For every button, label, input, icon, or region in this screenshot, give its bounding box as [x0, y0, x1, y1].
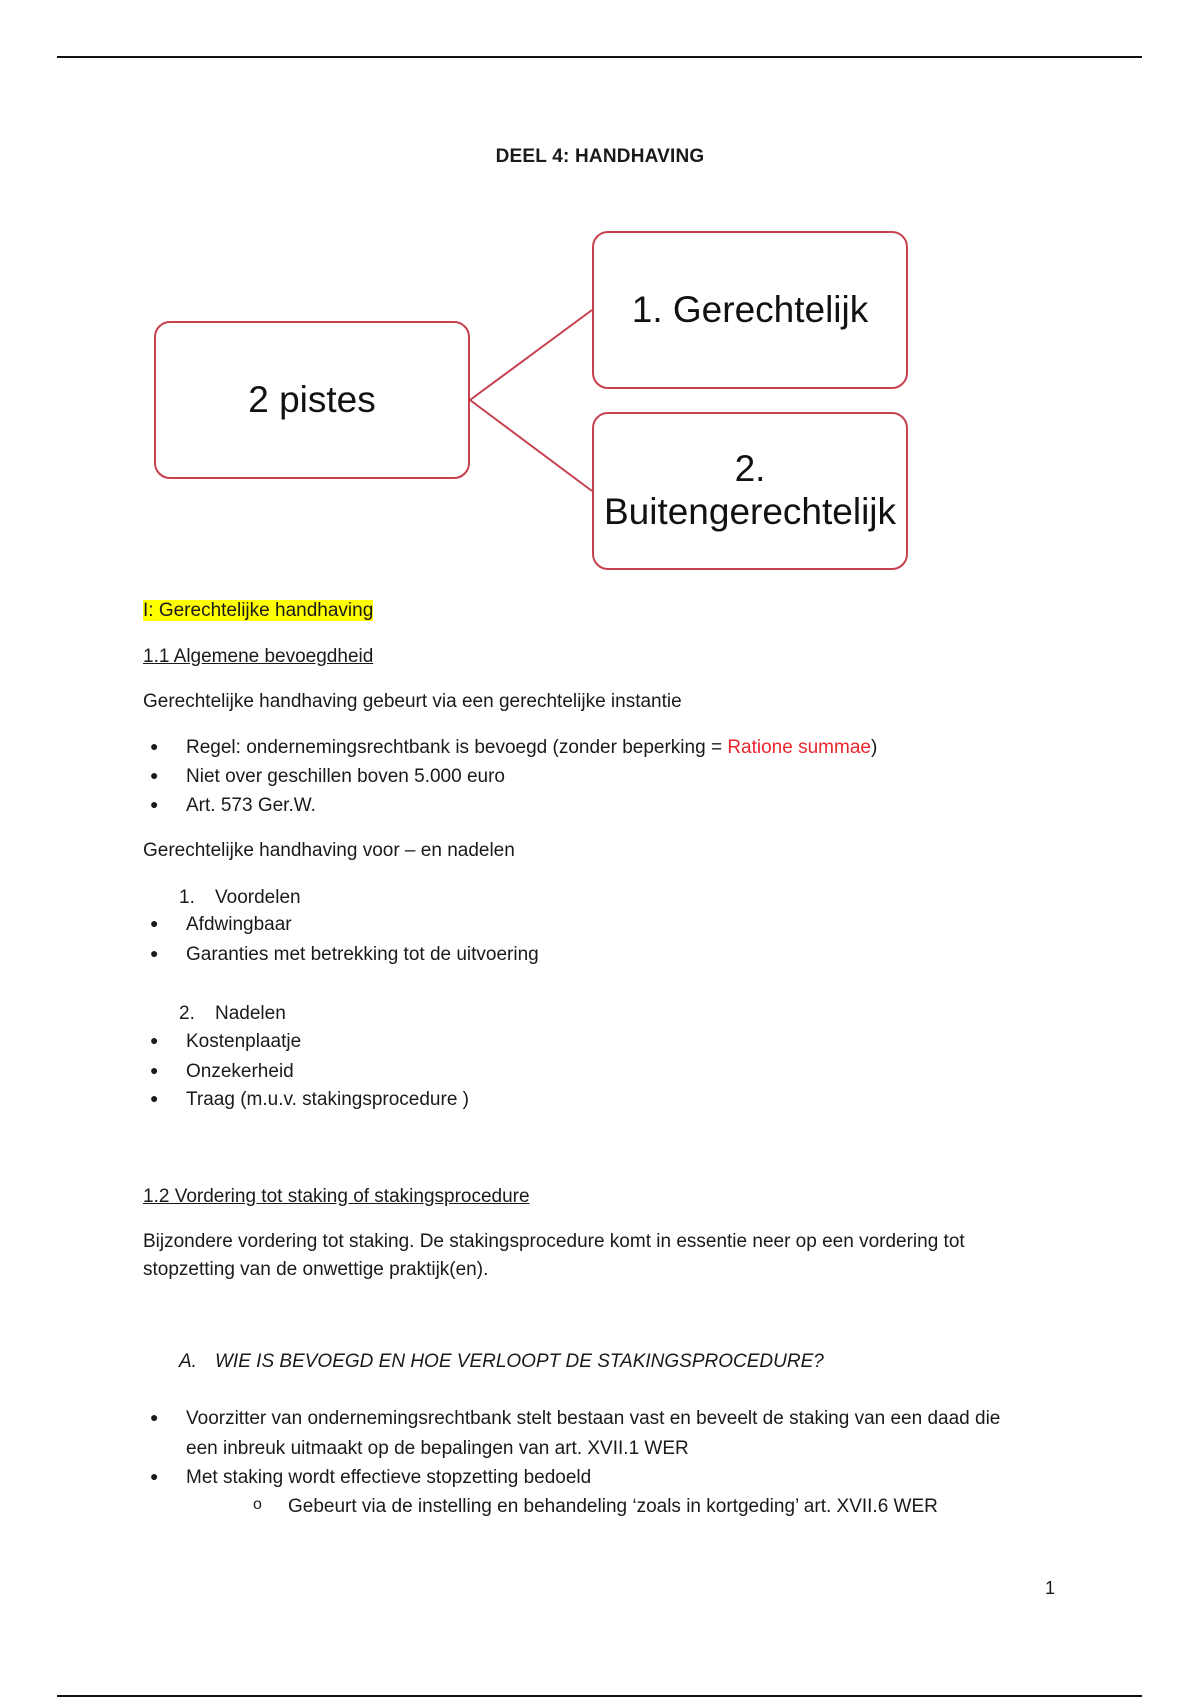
- connector-to-buitengerechtelijk: [470, 400, 592, 491]
- bullet-icon: ●: [150, 738, 159, 754]
- pros-heading: Voordelen: [215, 887, 301, 908]
- bullet-icon: ●: [150, 945, 159, 961]
- top-rule: [57, 56, 1142, 58]
- bullet-icon: ●: [150, 767, 159, 783]
- bullet-icon: ●: [150, 1032, 159, 1048]
- list-number: 2.: [179, 1003, 195, 1024]
- two-pistes-diagram: [140, 220, 920, 580]
- subsection-heading-1-1: 1.1 Algemene bevoegdheid: [143, 646, 374, 667]
- diagram-node-root: [154, 321, 470, 479]
- list-item: Niet over geschillen boven 5.000 euro: [186, 766, 505, 787]
- paragraph-line: Bijzondere vordering tot staking. De stakingsprocedure komt in essentie neer op een vordering tot: [143, 1231, 965, 1252]
- subsection-letter: A.: [179, 1351, 197, 1372]
- page-number: 1: [1045, 1578, 1056, 1598]
- list-item: Afdwingbaar: [186, 914, 292, 935]
- list-item: Met staking wordt effectieve stopzetting bedoeld: [186, 1467, 592, 1488]
- list-item: Voorzitter van ondernemingsrechtbank stelt bestaan vast en beveelt de staking van een daad die: [186, 1408, 1001, 1429]
- list-item: Regel: ondernemingsrechtbank is bevoegd (zonder beperking = Ratione summae): [186, 737, 878, 758]
- diagram-root-label: 2 pistes: [248, 378, 376, 420]
- list-item: Garanties met betrekking tot de uitvoering: [186, 944, 539, 965]
- list-item: Kostenplaatje: [186, 1031, 302, 1052]
- sub-list-item: Gebeurt via de instelling en behandeling ‘zoals in kortgeding’ art. XVII.6 WER: [288, 1496, 938, 1517]
- connector-to-gerechtelijk: [470, 310, 592, 400]
- sub-bullet-icon: o: [253, 1496, 262, 1513]
- bullet-icon: ●: [150, 1468, 159, 1484]
- paragraph-line: stopzetting van de onwettige praktijk(en).: [143, 1259, 489, 1280]
- subsection-heading-1-2: 1.2 Vordering tot staking of stakingsprocedure: [143, 1186, 530, 1207]
- diagram-branch1-label: 1. Gerechtelijk: [631, 288, 869, 330]
- proscons-intro: Gerechtelijke handhaving voor – en nadelen: [143, 840, 515, 861]
- list-item: Art. 573 Ger.W.: [186, 795, 316, 816]
- bullet-icon: ●: [150, 1062, 159, 1078]
- intro-paragraph: Gerechtelijke handhaving gebeurt via een gerechtelijke instantie: [143, 691, 682, 712]
- subsection-a-title: WIE IS BEVOEGD EN HOE VERLOOPT DE STAKINGSPROCEDURE?: [215, 1351, 824, 1372]
- page-title: DEEL 4: HANDHAVING: [495, 146, 705, 167]
- list-item-continuation: een inbreuk uitmaakt op de bepalingen van art. XVII.1 WER: [186, 1438, 689, 1459]
- cons-heading: Nadelen: [215, 1003, 286, 1024]
- bullet-icon: ●: [150, 915, 159, 931]
- ratione-summae-term: Ratione summae: [727, 737, 871, 758]
- diagram-node-gerechtelijk: [592, 231, 908, 389]
- bullet-icon: ●: [150, 1090, 159, 1106]
- bullet-icon: ●: [150, 796, 159, 812]
- diagram-branch2-number: 2.: [734, 448, 766, 490]
- bullet-icon: ●: [150, 1409, 159, 1425]
- bottom-rule: [57, 1695, 1142, 1697]
- diagram-node-buitengerechtelijk: [592, 412, 908, 570]
- section-heading: I: Gerechtelijke handhaving: [143, 600, 374, 621]
- list-item: Traag (m.u.v. stakingsprocedure ): [186, 1089, 469, 1110]
- diagram-branch2-label: Buitengerechtelijk: [603, 491, 897, 532]
- list-item: Onzekerheid: [186, 1061, 294, 1082]
- list-number: 1.: [179, 887, 195, 908]
